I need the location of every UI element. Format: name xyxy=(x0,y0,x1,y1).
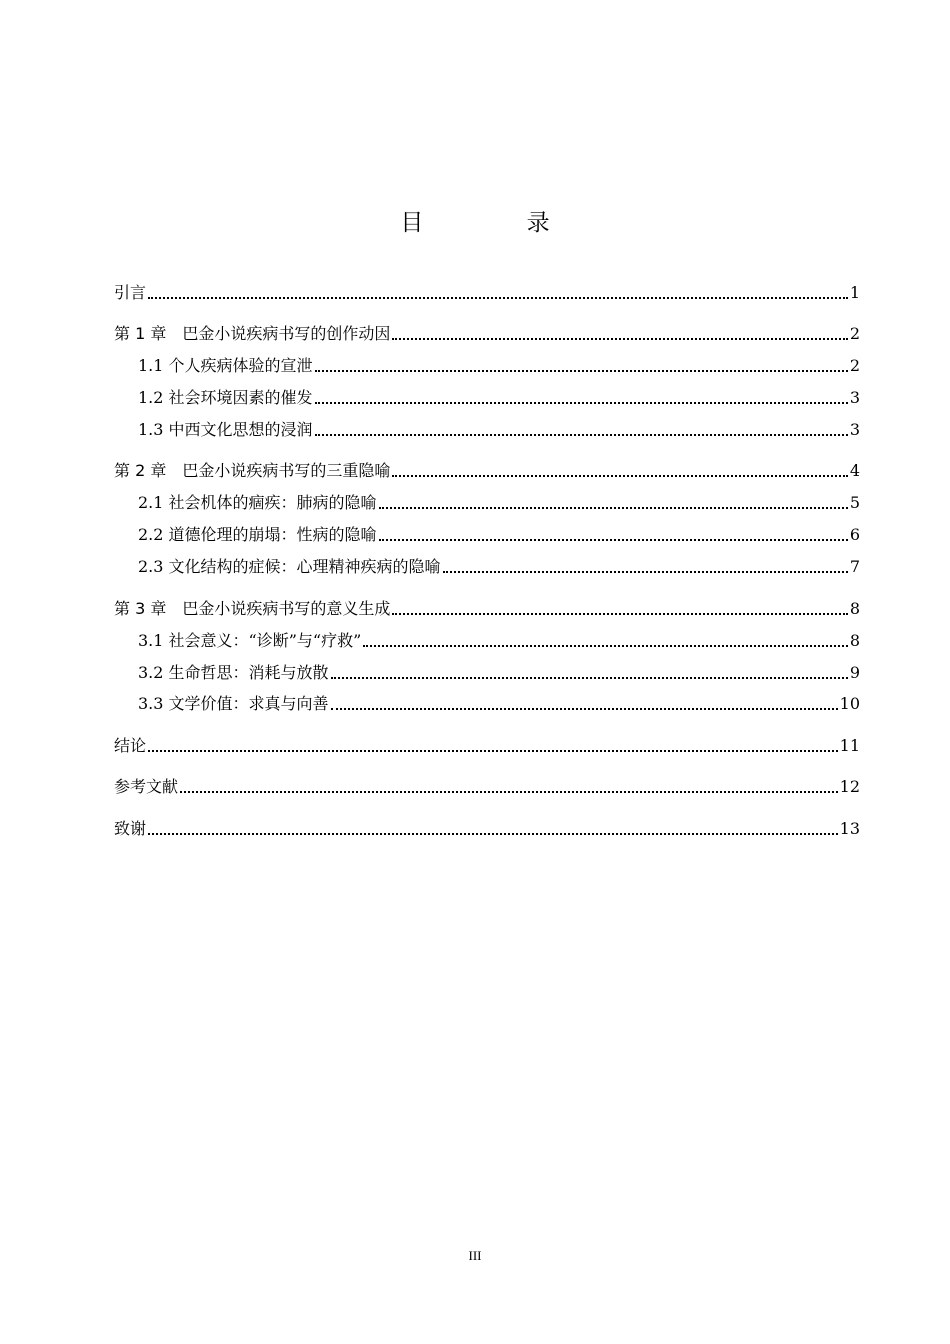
toc-entry-section-1-3[interactable] xyxy=(138,415,860,441)
toc-entry-page: 6 xyxy=(849,525,860,544)
toc-entry-section-3-2[interactable] xyxy=(138,658,860,684)
toc-entry-page: 2 xyxy=(849,356,860,375)
toc-entry-page: 3 xyxy=(849,388,860,407)
toc-entry-label: 1.2 社会环境因素的催发 xyxy=(138,388,313,407)
toc-entry-chapter-2[interactable] xyxy=(114,456,860,482)
toc-leader-dots xyxy=(379,539,848,541)
toc-entry-label: 1.3 中西文化思想的浸润 xyxy=(138,420,313,439)
toc-leader-dots xyxy=(392,338,847,340)
toc-leader-dots xyxy=(363,645,848,647)
toc-entry-section-3-1[interactable] xyxy=(138,626,860,652)
toc-entry-label: 引言 xyxy=(114,283,147,302)
toc-entry-label: 2.2 道德伦理的崩塌：性病的隐喻 xyxy=(138,525,377,544)
toc-title: 目 录 xyxy=(400,210,598,236)
toc-entry-conclusion[interactable] xyxy=(114,731,860,757)
toc-entry-label: 结论 xyxy=(114,736,147,755)
toc-leader-dots xyxy=(443,571,848,573)
toc-entry-chapter-3[interactable] xyxy=(114,594,860,620)
page-number-footer: III xyxy=(468,1248,482,1263)
toc-entry-section-2-3[interactable] xyxy=(138,552,860,578)
toc-leader-dots xyxy=(148,297,848,299)
toc-entry-references[interactable] xyxy=(114,772,860,798)
toc-entry-label: 第 2 章 巴金小说疾病书写的三重隐喻 xyxy=(114,461,391,480)
toc-entry-label: 致谢 xyxy=(114,819,147,838)
toc-entry-label: 第 3 章 巴金小说疾病书写的意义生成 xyxy=(114,599,391,618)
toc-entry-page: 10 xyxy=(839,694,860,713)
toc-entry-label: 参考文献 xyxy=(114,777,179,796)
toc-entry-intro[interactable] xyxy=(114,278,860,304)
toc-entry-page: 2 xyxy=(849,324,860,343)
toc-entry-label: 3.3 文学价值：求真与向善 xyxy=(138,694,329,713)
toc-entry-label: 2.3 文化结构的症候：心理精神疾病的隐喻 xyxy=(138,557,441,576)
toc-entry-page: 8 xyxy=(849,599,860,618)
toc-entry-page: 3 xyxy=(849,420,860,439)
toc-entry-section-2-1[interactable] xyxy=(138,488,860,514)
toc-entry-page: 5 xyxy=(849,493,860,512)
toc-leader-dots xyxy=(180,791,838,793)
toc-entry-page: 7 xyxy=(849,557,860,576)
toc-entry-page: 11 xyxy=(839,736,860,755)
toc-entry-chapter-1[interactable] xyxy=(114,319,860,345)
toc-entry-section-1-2[interactable] xyxy=(138,383,860,409)
toc-entry-page: 13 xyxy=(839,819,860,838)
toc-entry-section-1-1[interactable] xyxy=(138,351,860,377)
toc-leader-dots xyxy=(392,613,847,615)
toc-leader-dots xyxy=(331,708,838,710)
toc-leader-dots xyxy=(392,475,847,477)
toc-entry-section-2-2[interactable] xyxy=(138,520,860,546)
toc-leader-dots xyxy=(331,677,848,679)
toc-entry-page: 12 xyxy=(839,777,860,796)
toc-leader-dots xyxy=(148,750,838,752)
toc-leader-dots xyxy=(148,833,838,835)
toc-entry-page: 1 xyxy=(849,283,860,302)
toc-entry-label: 2.1 社会机体的痼疾：肺病的隐喻 xyxy=(138,493,377,512)
toc-entry-label: 3.1 社会意义：“诊断”与“疗救” xyxy=(138,631,362,650)
toc-entry-page: 9 xyxy=(849,663,860,682)
toc-entry-label: 第 1 章 巴金小说疾病书写的创作动因 xyxy=(114,324,391,343)
toc-entry-acknowledgements[interactable] xyxy=(114,814,860,840)
toc-entry-label: 1.1 个人疾病体验的宣泄 xyxy=(138,356,313,375)
toc-leader-dots xyxy=(315,402,848,404)
toc-entry-label: 3.2 生命哲思：消耗与放散 xyxy=(138,663,329,682)
toc-entry-page: 8 xyxy=(849,631,860,650)
toc-leader-dots xyxy=(379,507,848,509)
toc-entry-section-3-3[interactable] xyxy=(138,689,860,715)
toc-entry-page: 4 xyxy=(849,461,860,480)
toc-leader-dots xyxy=(315,370,848,372)
toc-leader-dots xyxy=(315,434,848,436)
